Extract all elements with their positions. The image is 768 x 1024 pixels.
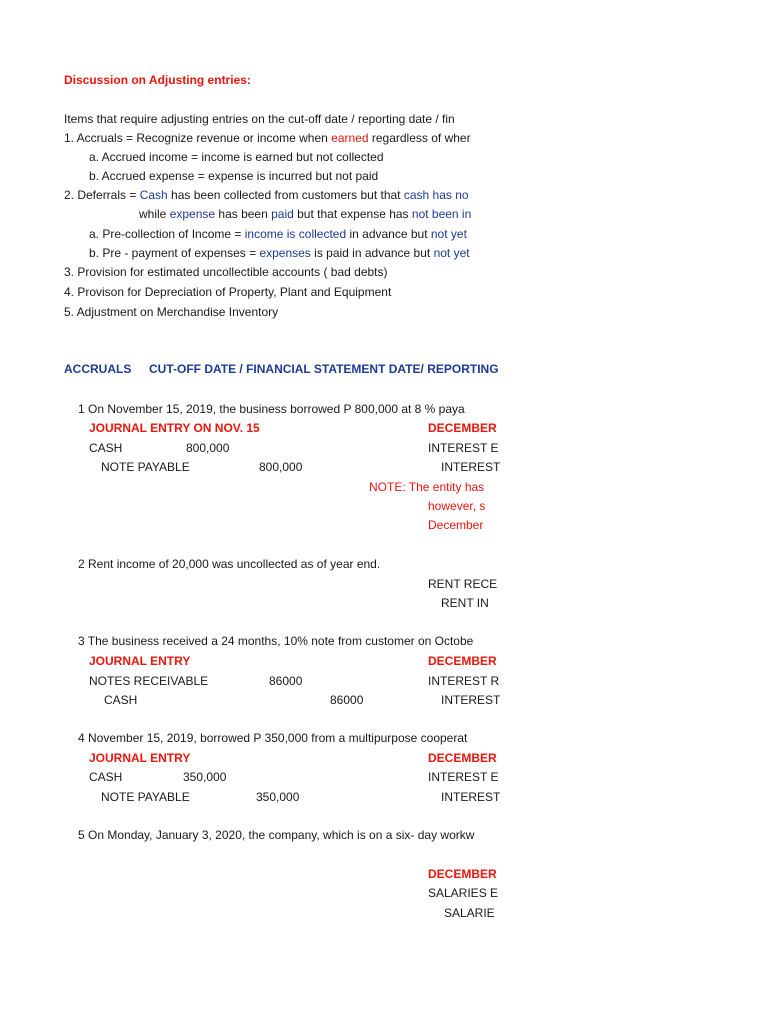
ex4-interest-expense: INTEREST E — [428, 770, 499, 784]
provision-line: 3. Provision for estimated uncollectible accounts ( bad debts) — [64, 265, 388, 279]
ex1-december-label: DECEMBER — [428, 421, 497, 435]
ex1-note-payable-account: NOTE PAYABLE — [101, 460, 190, 474]
accruals-text-end: regardless of wher — [368, 131, 471, 145]
deferrals-text: 2. Deferrals = — [64, 188, 140, 202]
section-cutoff: CUT-OFF DATE / FINANCIAL STATEMENT DATE/ REPORTING — [149, 362, 499, 376]
ex5-salaries-expense: SALARIES E — [428, 886, 499, 900]
precollection-line — [89, 227, 467, 242]
expense-highlight: expense — [169, 207, 216, 221]
ex3-december-label: DECEMBER — [428, 654, 497, 668]
ex1-interest-payable: INTEREST — [441, 460, 501, 474]
deferrals-while-line — [139, 207, 471, 222]
ex1-cash-account: CASH — [89, 441, 123, 455]
expenses-highlight: expenses — [259, 246, 311, 260]
example-5-text: 5 On Monday, January 3, 2020, the company, which is on a six- day workw — [78, 828, 475, 842]
example-2-text: 2 Rent income of 20,000 was uncollected as of year end. — [78, 557, 381, 571]
ex3-interest-income: INTEREST — [441, 693, 501, 707]
ex3-notes-receivable-account: NOTES RECEIVABLE — [89, 674, 209, 688]
deferrals-text-mid: has been collected from customers but that — [167, 188, 404, 202]
accrued-income-line: a. Accrued income = income is earned but not collected — [89, 150, 384, 164]
ex3-notes-receivable-debit: 86000 — [269, 674, 303, 688]
ex4-december-label: DECEMBER — [428, 751, 497, 765]
example-1-text: 1 On November 15, 2019, the business borrowed P 800,000 at 8 % paya — [78, 402, 465, 416]
ex5-december-label: DECEMBER — [428, 867, 497, 881]
ex3-cash-credit: 86000 — [330, 693, 364, 707]
not-yet-highlight: not yet — [430, 227, 467, 241]
income-collected-highlight: income is collected — [244, 227, 347, 241]
intro-line: Items that require adjusting entries on the cut-off date / reporting date / fin — [64, 112, 455, 126]
page-heading: Discussion on Adjusting entries: — [64, 73, 251, 87]
example-4-text: 4 November 15, 2019, borrowed P 350,000 from a multipurpose cooperat — [78, 731, 468, 745]
cash-highlight: Cash — [139, 188, 168, 202]
not-yet-highlight-2: not yet — [433, 246, 470, 260]
ex1-journal-entry-label: JOURNAL ENTRY ON NOV. 15 — [89, 421, 260, 435]
prepayment-text-mid: is paid in advance but — [310, 246, 434, 260]
ex4-note-payable-credit: 350,000 — [256, 790, 300, 804]
while-text-mid2: but that expense has — [293, 207, 412, 221]
example-3-text: 3 The business received a 24 months, 10% note from customer on Octobe — [78, 634, 474, 648]
ex4-interest-payable: INTEREST — [441, 790, 501, 804]
cash-has-no-highlight: cash has no — [403, 188, 469, 202]
while-text: while — [139, 207, 170, 221]
accruals-definition — [64, 131, 471, 146]
not-been-highlight: not been in — [411, 207, 472, 221]
ex1-note-line-2: however, s — [428, 499, 486, 513]
prepayment-text: b. Pre - payment of expenses = — [89, 246, 260, 260]
ex4-note-payable-account: NOTE PAYABLE — [101, 790, 190, 804]
ex3-journal-entry-label: JOURNAL ENTRY — [89, 654, 191, 668]
accruals-text: 1. Accruals = Recognize revenue or income when — [64, 131, 332, 145]
prepayment-line — [89, 246, 470, 261]
deferrals-definition — [64, 188, 469, 203]
ex1-interest-expense: INTEREST E — [428, 441, 499, 455]
precollection-text: a. Pre-collection of Income = — [89, 227, 245, 241]
ex2-rent-receivable: RENT RECE — [428, 577, 498, 591]
ex1-cash-debit: 800,000 — [186, 441, 230, 455]
depreciation-line: 4. Provison for Depreciation of Property, Plant and Equipment — [64, 285, 392, 299]
precollection-text-mid: in advance but — [346, 227, 431, 241]
ex3-interest-receivable: INTEREST R — [428, 674, 500, 688]
ex2-rent-income: RENT IN — [441, 596, 489, 610]
paid-highlight: paid — [271, 207, 294, 221]
ex1-note-payable-credit: 800,000 — [259, 460, 303, 474]
section-accruals: ACCRUALS — [64, 362, 132, 376]
accrued-expense-line: b. Accrued expense = expense is incurred but not paid — [89, 169, 379, 183]
ex4-cash-account: CASH — [89, 770, 123, 784]
ex1-note-line-3: December — [428, 518, 484, 532]
ex4-journal-entry-label: JOURNAL ENTRY — [89, 751, 191, 765]
ex4-cash-debit: 350,000 — [183, 770, 227, 784]
ex1-note-line-1: NOTE: The entity has — [369, 480, 485, 494]
while-text-mid: has been — [215, 207, 272, 221]
ex3-cash-account: CASH — [104, 693, 138, 707]
ex5-salaries-payable: SALARIE — [444, 906, 495, 920]
earned-highlight: earned — [331, 131, 369, 145]
merchandise-line: 5. Adjustment on Merchandise Inventory — [64, 305, 279, 319]
